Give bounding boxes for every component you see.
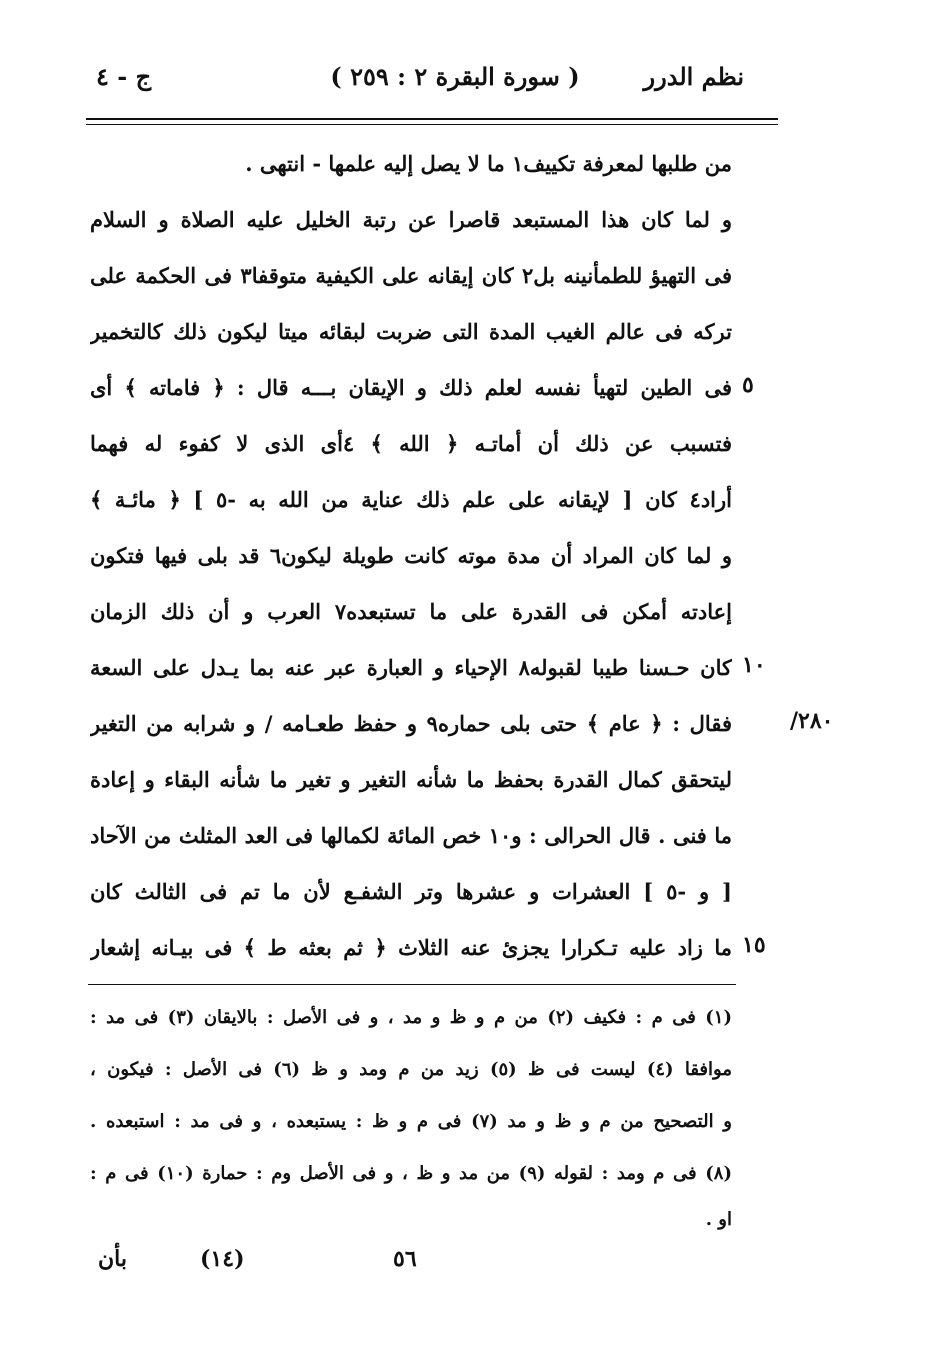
running-title: نظم الدرر <box>643 62 744 91</box>
text-line: و لما كان المراد أن مدة موته كانت طويلة ليكون٦ قد بلى فيها فتكون <box>90 543 732 568</box>
text-line: فتسبب عن ذلك أن أماتـه ﴿ الله ﴾ ٤أى الذى لا كفوء له فهما <box>90 431 732 456</box>
text-line: أراد٤ كان [ لإيقانه على علم ذلك عناية من الله به -٥ ] ﴿ مائـة ﴾ <box>90 487 732 512</box>
text-line: إعادته أمكن فى القدرة على ما تستبعده٧ العرب و أن ذلك الزمان <box>90 599 732 624</box>
footnote-line: و التصحيح من م و ظ و مد (٧) فى م و ظ : يستبعده ، و فى مد : استبعده . <box>90 1111 732 1132</box>
footnote-line: موافقا (٤) ليست فى ظ (٥) زيد من م ومد و ظ (٦) فى الأصل : فيكون ، <box>90 1059 732 1080</box>
line-number-5: ٥ <box>742 372 754 398</box>
manuscript-folio-marker: /٢٨٠ <box>790 708 834 734</box>
text-line: من طلبها لمعرفة تكييف١ ما لا يصل إليه علمها - انتهى . <box>245 151 732 176</box>
footnotes <box>90 992 732 1244</box>
text-line: فى التهيؤ للطمأنينه بل٢ كان إيقانه على الكيفية متوقفا٣ فى الحكمة على <box>90 263 732 288</box>
text-line: و لما كان هذا المستبعد قاصرا عن رتبة الخليل عليه الصلاة و السلام <box>90 207 732 232</box>
footnote-line: (٨) فى م ومد : لقوله (٩) من مد و ظ ، و فى الأصل وم : حمارة (١٠) فى م : <box>90 1163 732 1184</box>
footnote-line: او . <box>705 1209 732 1230</box>
surah-reference: ( سورة البقرة ٢ : ٢٥٩ ) <box>330 62 580 91</box>
text-line: ما زاد عليه تـكرارا يجزئ عنه الثلاث ﴿ ثم بعثه ط ﴾ فى بيـانه إشعار <box>90 935 732 960</box>
text-line: كان حـسنا طيبا لقبوله٨ الإحياء و العبارة عبر عنه بما يـدل على السعة <box>90 655 732 680</box>
text-line: ليتحقق كمال القدرة بحفظ ما شأنه التغير و تغير ما شأنه البقاء و إعادة <box>90 767 732 792</box>
volume-number: ج - ٤ <box>96 62 152 91</box>
signature-mark: (١٤) <box>200 1246 245 1272</box>
line-number-15: ١٥ <box>742 932 766 958</box>
header-rule-thick <box>86 118 778 120</box>
header-rule-thin <box>86 124 778 125</box>
text-line: [ و -٥ ] العشرات و عشرها وتر الشفـع لأن ما تم فى الثالث كان <box>90 879 732 904</box>
text-line: فقال : ﴿ عام ﴾ حتى بلى حماره٩ و حفظ طعـامه / و شرابه من التغير <box>90 711 732 736</box>
text-line: ما فنى . قال الحرالى : و١٠ خص المائة لكمالها فى العد المثلث من الآحاد <box>90 823 732 848</box>
catchword: بأن <box>98 1246 127 1272</box>
page-number: ٥٦ <box>393 1246 417 1272</box>
line-number-10: ١٠ <box>742 652 766 678</box>
footnote-line: (١) فى م : فكيف (٢) من م و ظ و مد ، و فى الأصل : بالايقان (٣) فى مد : <box>90 1007 732 1028</box>
text-line: تركه فى عالم الغيب المدة التى ضربت لبقائه ميتا ليكون ذلك كالتخمير <box>90 319 732 344</box>
footnote-rule <box>88 984 736 985</box>
main-text <box>90 136 732 976</box>
text-line: فى الطين لتهيأ نفسه لعلم ذلك و الإيقان بـــه قال : ﴿ فاماته ﴾ أى <box>90 375 732 400</box>
